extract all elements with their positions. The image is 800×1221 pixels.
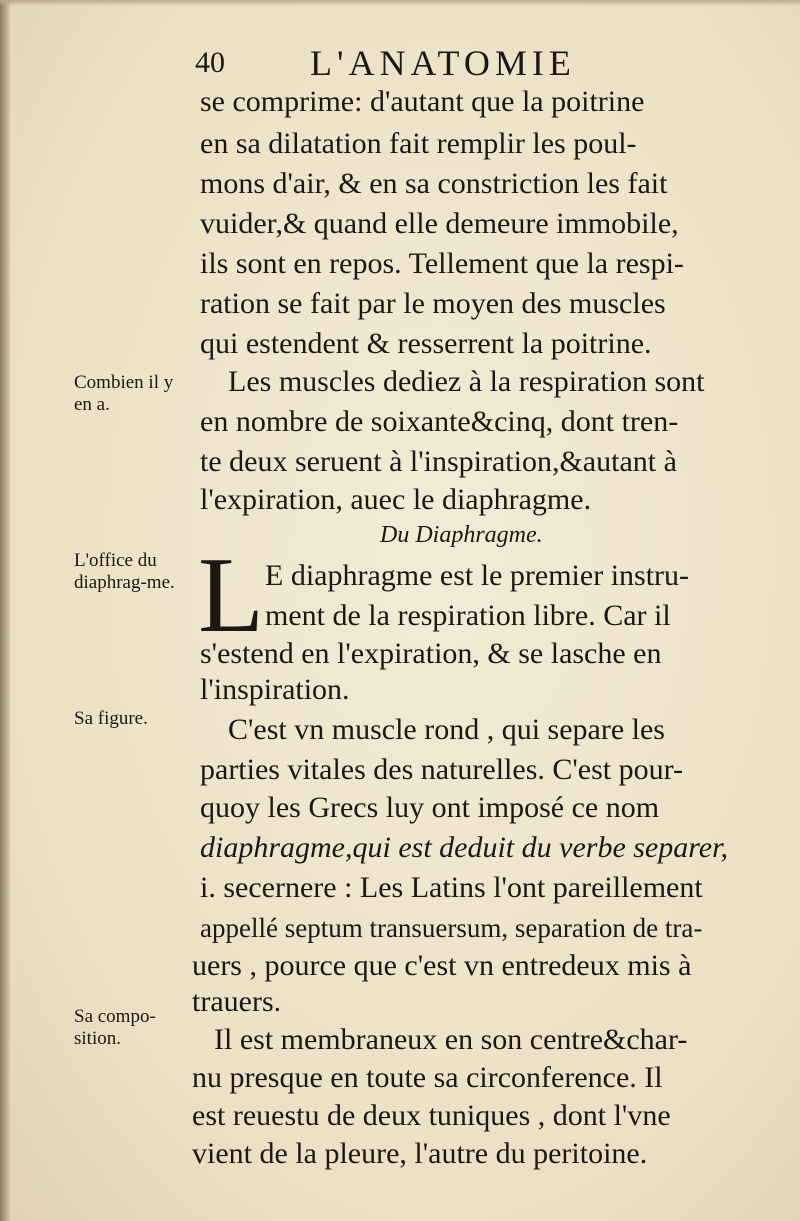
text-line: se comprime: d'autant que la poitrine xyxy=(200,85,645,118)
text-line: est reuestu de deux tuniques , dont l'vne xyxy=(192,1099,671,1132)
page-top-shadow xyxy=(0,0,800,6)
text-line: l'expiration, auec le diaphragme. xyxy=(200,483,592,516)
running-head: L'ANATOMIE xyxy=(310,43,576,83)
text-line: s'estend en l'expiration, & se lasche en xyxy=(200,637,662,670)
page-gutter-shadow xyxy=(0,0,10,1221)
text-line: diaphragme,qui est deduit du verbe separer, xyxy=(200,831,728,864)
text-line: uers , pource que c'est vn entredeux mis à xyxy=(192,949,692,982)
margin-note-figure: Sa figure. xyxy=(74,708,148,729)
text-line: E diaphragme est le premier instru- xyxy=(265,559,690,592)
text-line: quoy les Grecs luy ont imposé ce nom xyxy=(200,791,660,824)
text-line: qui estendent & resserrent la poitrine. xyxy=(200,327,652,360)
text-line: ment de la respiration libre. Car il xyxy=(265,599,671,632)
text-line: i. secernere : Les Latins l'ont pareillement xyxy=(200,871,703,904)
margin-note-combien: Combien il y en a. xyxy=(74,372,174,415)
text-line: nu presque en toute sa circonference. Il xyxy=(192,1061,663,1094)
text-line: Les muscles dediez à la respiration sont xyxy=(228,365,705,398)
text-line: l'inspiration. xyxy=(200,673,350,706)
text-line: appellé septum transuersum, separation de tra- xyxy=(200,913,703,943)
margin-note-office: L'office du diaphrag-me. xyxy=(74,550,175,593)
margin-note-composition: Sa compo-sition. xyxy=(74,1006,156,1049)
text-line: ils sont en repos. Tellement que la respi- xyxy=(200,247,684,280)
page-number: 40 xyxy=(195,46,225,79)
text-line: te deux seruent à l'inspiration,&autant à xyxy=(200,445,677,478)
text-line: ration se fait par le moyen des muscles xyxy=(200,287,666,320)
text-line: en sa dilatation fait remplir les poul- xyxy=(200,127,637,160)
section-heading: Du Diaphragme. xyxy=(380,522,543,548)
drop-cap: L xyxy=(198,536,264,655)
text-line: en nombre de soixante&cinq, dont tren- xyxy=(200,405,679,438)
text-line: vuider,& quand elle demeure immobile, xyxy=(200,207,679,240)
text-line: mons d'air, & en sa constriction les fait xyxy=(200,167,668,200)
text-line: C'est vn muscle rond , qui separe les xyxy=(228,713,665,746)
text-line: trauers. xyxy=(192,985,282,1018)
text-line: Il est membraneux en son centre&char- xyxy=(214,1023,688,1056)
page-header xyxy=(195,42,795,88)
text-line: parties vitales des naturelles. C'est pour- xyxy=(200,753,684,786)
text-line: vient de la pleure, l'autre du peritoine. xyxy=(192,1137,648,1170)
